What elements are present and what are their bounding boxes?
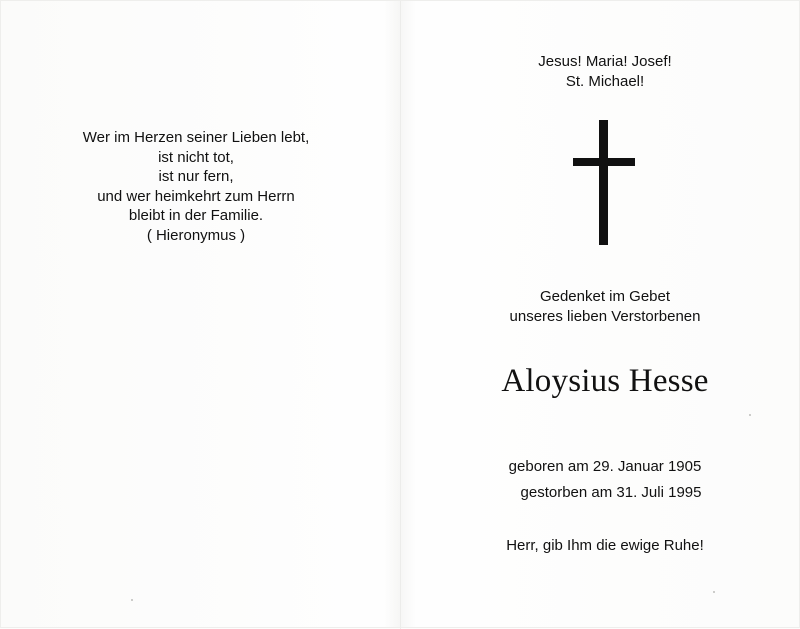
invocation-line: Jesus! Maria! Josef! bbox=[538, 53, 672, 70]
invocation-block bbox=[409, 52, 800, 91]
closing-prayer: Herr, gib Ihm die ewige Ruhe! bbox=[506, 537, 704, 554]
quote-attribution: ( Hieronymus ) bbox=[146, 226, 246, 244]
quote-line: Wer im Herzen seiner Lieben lebt, bbox=[82, 129, 310, 146]
quote-line: ist nur fern, bbox=[158, 168, 234, 185]
card-fold bbox=[400, 1, 401, 629]
quote-block bbox=[1, 128, 391, 245]
latin-cross-icon bbox=[573, 120, 635, 245]
paper-speck bbox=[749, 414, 751, 416]
prayer-line: Gedenket im Gebet bbox=[539, 288, 671, 305]
birth-date: geboren am 29. Januar 1905 bbox=[508, 458, 702, 475]
quote-line: ist nicht tot, bbox=[158, 148, 234, 166]
paper-speck bbox=[713, 591, 715, 593]
quote-line: bleibt in der Familie. bbox=[128, 207, 264, 224]
cross-horizontal-bar bbox=[573, 158, 635, 166]
paper-speck bbox=[131, 599, 133, 601]
invocation-line: St. Michael! bbox=[565, 72, 645, 90]
death-date: gestorben am 31. Juli 1995 bbox=[520, 484, 702, 501]
prayer-line: unseres lieben Verstorbenen bbox=[509, 307, 701, 325]
quote-line: und wer heimkehrt zum Herrn bbox=[97, 187, 295, 205]
cross-vertical-bar bbox=[599, 120, 608, 245]
prayer-block bbox=[409, 287, 800, 326]
deceased-name: Aloysius Hesse bbox=[501, 363, 709, 399]
dates-block bbox=[409, 454, 800, 506]
